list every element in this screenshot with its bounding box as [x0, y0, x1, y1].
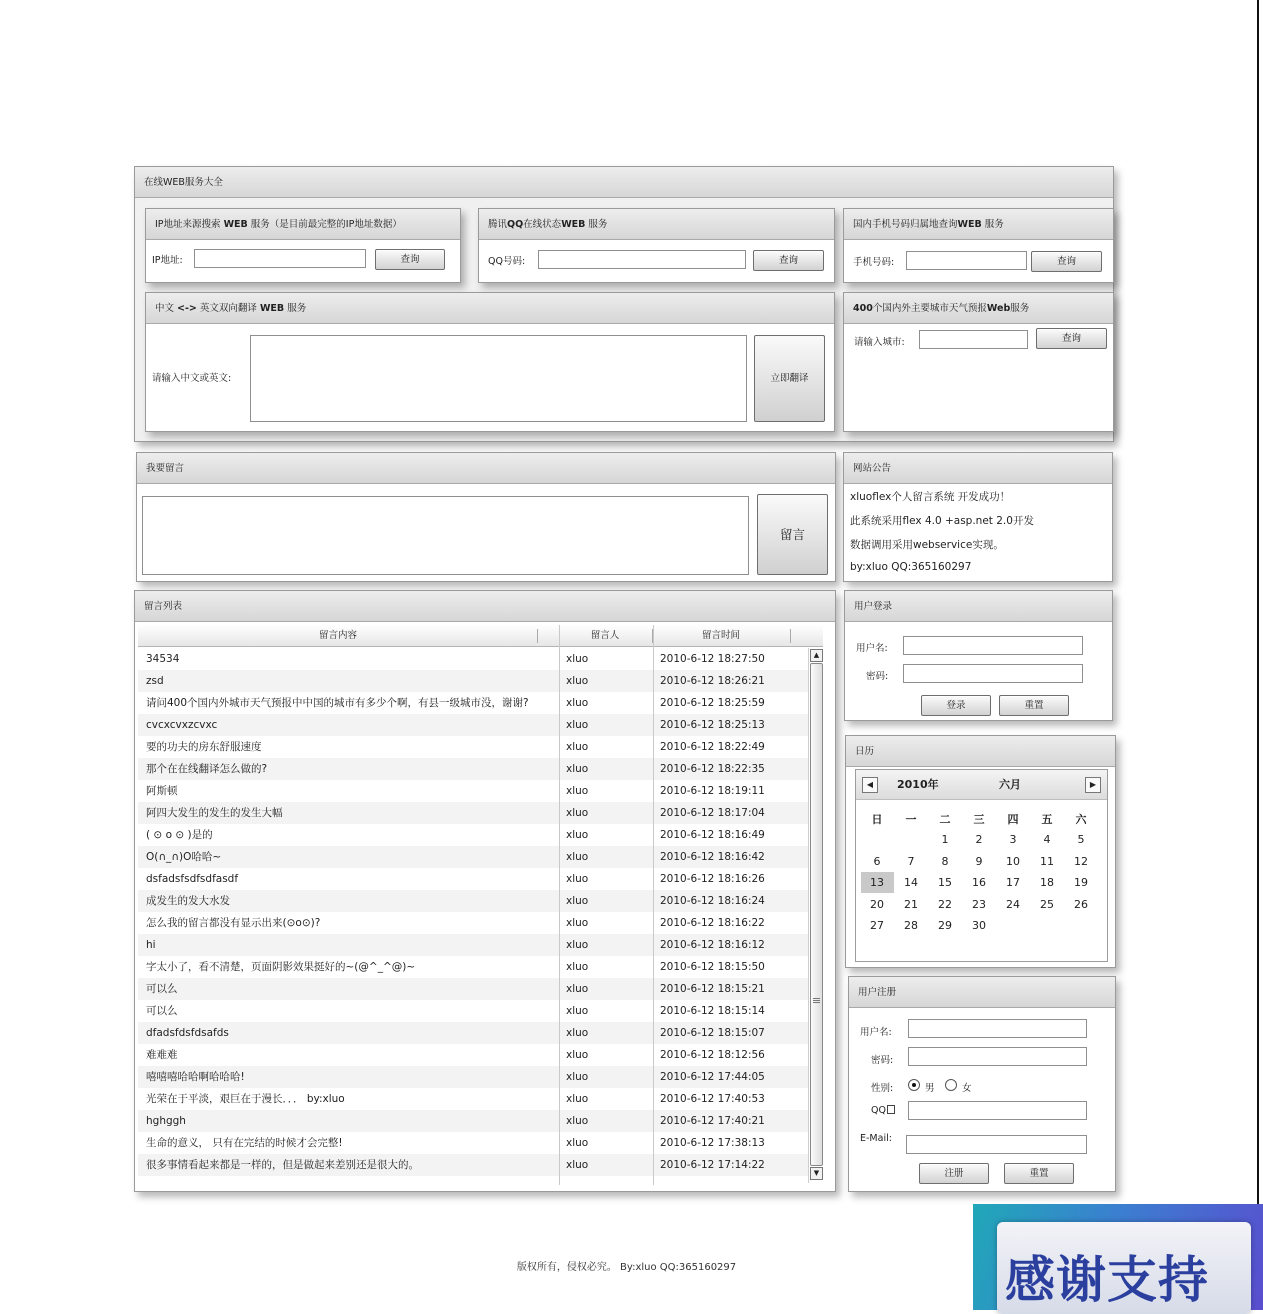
scroll-up-arrow-icon[interactable]: ▲	[810, 649, 823, 662]
login-button[interactable]: 登录	[921, 695, 991, 716]
gender-male-radio[interactable]	[908, 1079, 920, 1091]
leave-message-title: 我要留言	[137, 453, 835, 484]
calendar-weekday: 四	[1007, 813, 1019, 826]
cell-content: 请问400个国内外城市天气预报中中国的城市有多少个啊，有县一级城市没，谢谢?	[146, 697, 529, 709]
cell-time: 2010-6-12 17:14:22	[660, 1159, 765, 1171]
gender-female-radio[interactable]	[945, 1079, 957, 1091]
calendar-day[interactable]: 7	[907, 854, 915, 868]
translate-title: 中文 <-> 英文双向翻译 WEB 服务	[146, 293, 834, 324]
calendar-day[interactable]: 26	[1074, 897, 1088, 911]
register-username-input[interactable]	[908, 1019, 1087, 1038]
table-row[interactable]	[138, 1132, 808, 1154]
qq-input[interactable]	[538, 250, 746, 269]
cell-author: xluo	[566, 653, 589, 665]
cell-content: 34534	[146, 653, 180, 665]
calendar-weekday: 日	[871, 813, 883, 826]
cell-content: zsd	[146, 675, 164, 687]
login-password-input[interactable]	[903, 664, 1083, 683]
register-gender-label: 性别:	[871, 1083, 894, 1094]
register-reset-button[interactable]: 重置	[1004, 1163, 1074, 1184]
weather-city-input[interactable]	[919, 330, 1028, 349]
cell-content: 那个在在线翻译怎么做的?	[146, 763, 268, 775]
notice-line-1: xluoflex个人留言系统 开发成功！	[850, 491, 1011, 503]
register-username-label: 用户名:	[860, 1027, 892, 1038]
cell-author: xluo	[566, 851, 589, 863]
login-password-label: 密码:	[866, 671, 889, 682]
ip-label: IP地址:	[152, 255, 183, 266]
cell-time: 2010-6-12 18:15:07	[660, 1027, 765, 1039]
cell-time: 2010-6-12 18:22:35	[660, 763, 765, 775]
user-login-title: 用户登录	[845, 591, 1112, 622]
table-row[interactable]	[138, 1066, 808, 1088]
calendar-day[interactable]: 30	[972, 919, 986, 932]
cell-author: xluo	[566, 1071, 589, 1083]
table-row[interactable]	[138, 670, 808, 692]
calendar-year: 2010年	[897, 778, 939, 791]
ip-query-button[interactable]: 查询	[375, 249, 445, 270]
calendar-widget	[855, 769, 1108, 962]
cell-author: xluo	[566, 1049, 589, 1061]
phone-input[interactable]	[906, 251, 1027, 270]
phone-label: 手机号码:	[853, 257, 895, 268]
qq-query-button[interactable]: 查询	[753, 250, 824, 271]
cell-content: 可以么	[146, 983, 178, 995]
qq-status-panel	[478, 208, 835, 283]
weather-query-button[interactable]: 查询	[1036, 328, 1107, 349]
table-row[interactable]	[138, 692, 808, 714]
table-row[interactable]	[138, 934, 808, 956]
page-edge-rule	[1257, 0, 1259, 1310]
calendar-day[interactable]: 11	[1040, 854, 1054, 868]
register-button[interactable]: 注册	[919, 1163, 989, 1184]
submit-message-button[interactable]: 留言	[757, 494, 828, 575]
calendar-day[interactable]: 12	[1074, 854, 1088, 868]
table-row[interactable]	[138, 824, 808, 846]
column-header-content[interactable]: 留言内容	[318, 630, 357, 641]
table-row[interactable]	[138, 978, 808, 1000]
phone-query-button[interactable]: 查询	[1031, 251, 1102, 272]
table-row[interactable]	[138, 1022, 808, 1044]
site-notice-title: 网站公告	[844, 453, 1112, 484]
calendar-day[interactable]: 6	[873, 854, 881, 868]
cell-author: xluo	[566, 983, 589, 995]
cell-content: cvcxcvxzcvxc	[146, 719, 218, 731]
register-password-input[interactable]	[908, 1047, 1087, 1066]
cell-time: 2010-6-12 18:19:11	[660, 785, 765, 797]
calendar-weekday: 一	[905, 813, 917, 826]
calendar-day[interactable]: 5	[1077, 833, 1085, 846]
cell-content: 怎么我的留言都没有显示出来(⊙o⊙)?	[146, 917, 321, 929]
cell-content: O(∩_∩)O哈哈~	[146, 851, 222, 863]
cell-author: xluo	[566, 873, 589, 885]
table-row[interactable]	[138, 912, 808, 934]
message-list-scrollbar[interactable]	[808, 648, 824, 1183]
scroll-thumb[interactable]	[810, 663, 823, 1166]
table-row[interactable]	[138, 714, 808, 736]
cell-content: 生命的意义， 只有在完结的时候才会完整!	[146, 1137, 343, 1149]
cell-time: 2010-6-12 18:16:42	[660, 851, 765, 863]
calendar-day[interactable]: 19	[1074, 876, 1088, 889]
cell-time: 2010-6-12 17:40:53	[660, 1093, 765, 1105]
cell-author: xluo	[566, 719, 589, 731]
user-login-panel	[844, 590, 1113, 721]
calendar-day[interactable]: 13	[870, 876, 884, 889]
cell-content: hghggh	[146, 1115, 186, 1127]
qq-status-title: 腾讯QQ在线状态WEB 服务	[479, 209, 834, 240]
notice-line-4: by:xluo QQ:365160297	[850, 561, 972, 573]
cell-content: 可以么	[146, 1005, 178, 1017]
cell-author: xluo	[566, 1005, 589, 1017]
cell-content: 字太小了，看不清楚，页面阴影效果挺好的~(@^_^@)~	[146, 961, 416, 973]
table-row[interactable]	[138, 648, 808, 670]
ip-lookup-title: IP地址来源搜索 WEB 服务（是目前最完整的IP地址数据）	[146, 209, 460, 240]
cell-time: 2010-6-12 18:22:49	[660, 741, 765, 753]
table-row[interactable]	[138, 780, 808, 802]
cell-time: 2010-6-12 17:38:13	[660, 1137, 765, 1149]
table-row[interactable]	[138, 956, 808, 978]
calendar-weekday: 六	[1075, 813, 1087, 826]
notice-line-3: 数据调用采用webservice实现。	[850, 539, 1004, 551]
cell-content: 阿四大发生的发生的发生大幅	[146, 807, 283, 819]
calendar-weekday: 五	[1041, 813, 1053, 826]
cell-time: 2010-6-12 17:40:21	[660, 1115, 765, 1127]
notice-line-2: 此系统采用flex 4.0 +asp.net 2.0开发	[850, 515, 1034, 527]
register-email-input[interactable]	[906, 1135, 1087, 1154]
calendar-day[interactable]: 23	[972, 897, 986, 911]
calendar-month: 六月	[999, 778, 1021, 791]
cell-time: 2010-6-12 18:15:14	[660, 1005, 765, 1017]
cell-author: xluo	[566, 829, 589, 841]
cell-content: 难难难	[146, 1049, 178, 1061]
web-services-panel	[134, 166, 1114, 442]
calendar-day[interactable]: 15	[938, 876, 952, 889]
cell-author: xluo	[566, 1137, 589, 1149]
calendar-day[interactable]: 4	[1043, 833, 1051, 846]
calendar-day[interactable]: 8	[941, 854, 949, 868]
calendar-day[interactable]: 14	[904, 876, 918, 889]
thanks-banner	[973, 1204, 1263, 1310]
cell-content: hi	[146, 939, 156, 951]
calendar-day[interactable]: 1	[941, 833, 949, 846]
cell-content: ( ⊙ o ⊙ )是的	[146, 829, 213, 841]
cell-time: 2010-6-12 18:15:21	[660, 983, 765, 995]
cell-content: 光荣在于平淡，艰巨在于漫长．．． by:xluo	[146, 1093, 345, 1105]
login-username-label: 用户名:	[856, 643, 888, 654]
ip-lookup-panel	[145, 208, 461, 283]
calendar-day[interactable]: 22	[938, 897, 952, 911]
cell-time: 2010-6-12 18:16:24	[660, 895, 765, 907]
column-header-time[interactable]: 留言时间	[701, 630, 740, 641]
footer-copyright: 版权所有，侵权必究。 By:xluo QQ:365160297	[516, 1262, 737, 1273]
calendar-day[interactable]: 24	[1006, 897, 1020, 911]
qq-label: QQ号码:	[488, 256, 526, 267]
cell-author: xluo	[566, 1159, 589, 1171]
cell-time: 2010-6-12 18:16:22	[660, 917, 765, 929]
leave-message-panel	[136, 452, 836, 582]
calendar-day[interactable]: 10	[1006, 854, 1020, 868]
cell-author: xluo	[566, 895, 589, 907]
calendar-day[interactable]: 3	[1009, 833, 1017, 846]
translate-label: 请输入中文或英文:	[152, 373, 232, 384]
cell-time: 2010-6-12 18:16:49	[660, 829, 765, 841]
cell-author: xluo	[566, 961, 589, 973]
register-password-label: 密码:	[871, 1055, 894, 1066]
message-table-header	[138, 625, 823, 647]
calendar-weekday: 三	[973, 813, 985, 826]
table-row[interactable]	[138, 736, 808, 758]
cell-author: xluo	[566, 917, 589, 929]
calendar-day[interactable]: 28	[904, 919, 918, 932]
cell-content: 要的功夫的房东舒服速度	[146, 741, 262, 753]
ip-input[interactable]	[194, 249, 366, 268]
table-row[interactable]	[138, 890, 808, 912]
cell-time: 2010-6-12 18:16:12	[660, 939, 765, 951]
cell-author: xluo	[566, 1027, 589, 1039]
calendar-day[interactable]: 16	[972, 876, 986, 889]
table-row[interactable]	[138, 1154, 808, 1176]
thanks-banner-text: 感谢支持	[1005, 1251, 1209, 1309]
calendar-day[interactable]: 20	[870, 897, 884, 911]
calendar-day[interactable]: 27	[870, 919, 884, 932]
table-row[interactable]	[138, 846, 808, 868]
cell-content: 阿斯顿	[146, 785, 178, 797]
calendar-day[interactable]: 17	[1006, 876, 1020, 889]
translate-button[interactable]: 立即翻译	[754, 335, 825, 422]
calendar-panel	[845, 735, 1116, 968]
cell-author: xluo	[566, 697, 589, 709]
cell-author: xluo	[566, 785, 589, 797]
weather-panel	[843, 292, 1114, 432]
cell-time: 2010-6-12 18:27:50	[660, 653, 765, 665]
gender-male-label: 男	[925, 1083, 935, 1094]
cell-author: xluo	[566, 675, 589, 687]
cell-author: xluo	[566, 741, 589, 753]
table-row[interactable]	[138, 802, 808, 824]
calendar-day[interactable]: 25	[1040, 897, 1054, 911]
calendar-day[interactable]: 29	[938, 919, 952, 932]
web-services-title: 在线WEB服务大全	[135, 167, 1113, 198]
cell-content: dsfadsfsdfsdfasdf	[146, 873, 239, 885]
phone-lookup-title: 国内手机号码归属地查询WEB 服务	[844, 209, 1113, 240]
cell-time: 2010-6-12 18:26:21	[660, 675, 765, 687]
calendar-day[interactable]: 21	[904, 897, 918, 911]
cell-author: xluo	[566, 1093, 589, 1105]
message-list-title: 留言列表	[135, 591, 835, 622]
cell-content: 成发生的发大水发	[146, 895, 230, 907]
table-row[interactable]	[138, 1088, 808, 1110]
cell-time: 2010-6-12 18:25:13	[660, 719, 765, 731]
table-row[interactable]	[138, 758, 808, 780]
user-register-panel	[848, 976, 1116, 1192]
weather-city-label: 请输入城市:	[854, 337, 905, 348]
weather-title: 400个国内外主要城市天气预报Web服务	[844, 293, 1113, 324]
message-textarea[interactable]	[142, 496, 749, 575]
login-username-input[interactable]	[903, 636, 1083, 655]
cell-time: 2010-6-12 18:12:56	[660, 1049, 765, 1061]
cell-time: 2010-6-12 18:15:50	[660, 961, 765, 973]
cell-author: xluo	[566, 1115, 589, 1127]
table-row[interactable]	[138, 1000, 808, 1022]
table-row[interactable]	[138, 1044, 808, 1066]
calendar-weekday: 二	[939, 813, 951, 826]
gender-female-label: 女	[962, 1083, 972, 1094]
cell-content: 嘻嘻嘻哈哈啊哈哈哈!	[146, 1071, 245, 1083]
cell-time: 2010-6-12 18:17:04	[660, 807, 765, 819]
translate-panel	[145, 292, 835, 432]
message-table-body	[138, 648, 808, 1179]
register-qq-label: QQ	[871, 1105, 895, 1116]
calendar-day[interactable]: 2	[975, 833, 983, 846]
cell-content: 很多事情看起来都是一样的，但是做起来差别还是很大的。	[146, 1159, 419, 1171]
calendar-prev-icon[interactable]: ◀	[862, 777, 878, 793]
login-reset-button[interactable]: 重置	[999, 695, 1069, 716]
phone-lookup-panel	[843, 208, 1114, 283]
column-header-author[interactable]: 留言人	[590, 630, 620, 641]
user-register-title: 用户注册	[849, 977, 1115, 1008]
calendar-title: 日历	[846, 736, 1115, 767]
table-row[interactable]	[138, 1110, 808, 1132]
calendar-day[interactable]: 18	[1040, 876, 1054, 889]
cell-author: xluo	[566, 807, 589, 819]
scroll-down-arrow-icon[interactable]: ▼	[810, 1167, 823, 1180]
calendar-next-icon[interactable]: ▶	[1085, 777, 1101, 793]
register-qq-input[interactable]	[908, 1101, 1087, 1120]
cell-author: xluo	[566, 939, 589, 951]
calendar-day[interactable]: 9	[975, 854, 983, 868]
cell-time: 2010-6-12 17:44:05	[660, 1071, 765, 1083]
message-list-panel	[134, 590, 836, 1192]
site-notice-panel	[843, 452, 1113, 582]
translate-textarea[interactable]	[250, 335, 747, 422]
register-email-label: E-Mail:	[860, 1133, 892, 1144]
cell-time: 2010-6-12 18:25:59	[660, 697, 765, 709]
cell-author: xluo	[566, 763, 589, 775]
cell-time: 2010-6-12 18:16:26	[660, 873, 765, 885]
cell-content: dfadsfdsfdsafds	[146, 1027, 229, 1039]
table-row[interactable]	[138, 868, 808, 890]
